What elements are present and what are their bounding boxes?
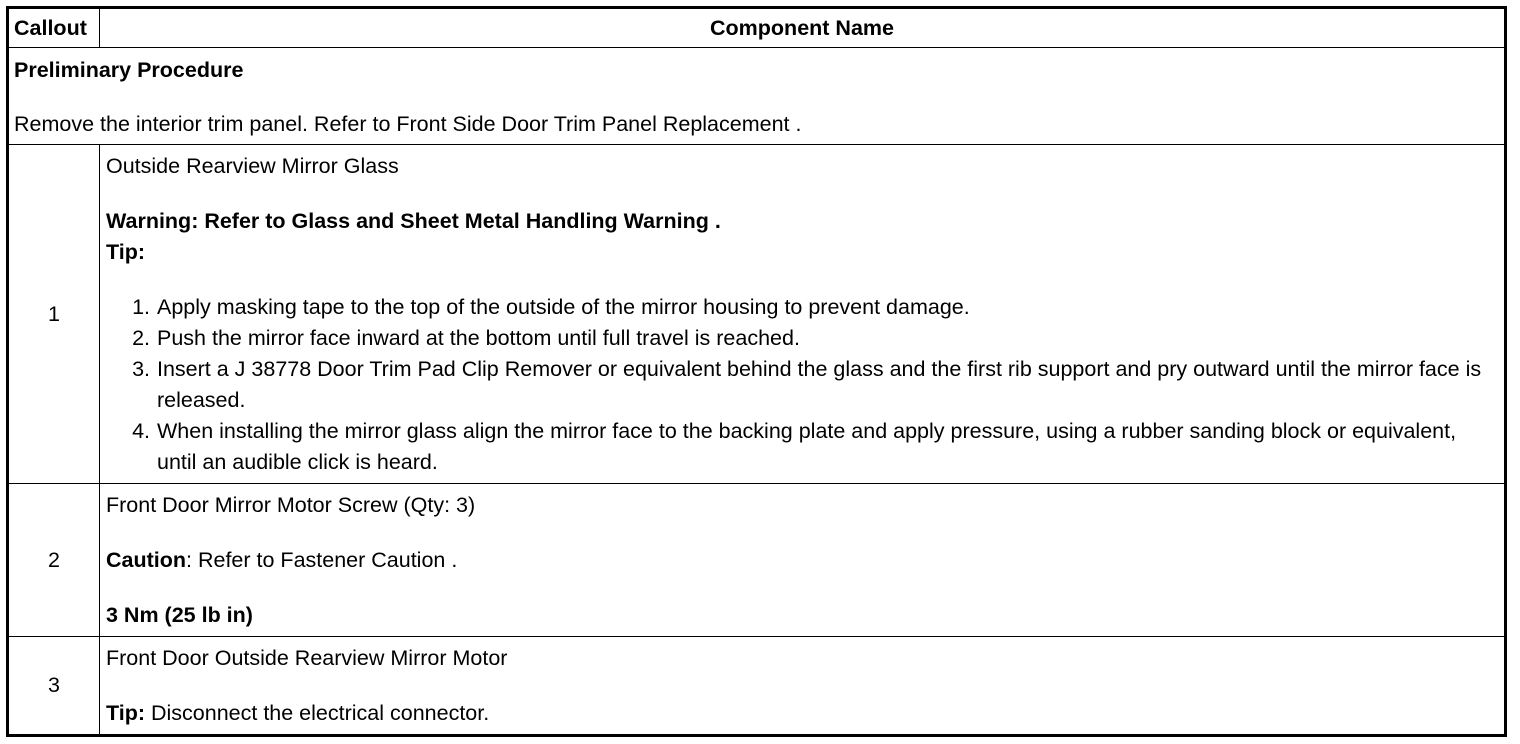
component-name: Front Door Mirror Motor Screw (Qty: 3) xyxy=(106,493,476,517)
tip-text: Disconnect the electrical connector. xyxy=(145,701,490,725)
table-row xyxy=(8,484,1506,637)
procedure-step: 4. When installing the mirror glass align the mirror face to the backing plate and apply pressure, using a rubber sanding block or equivalent, until an audible click is heard. xyxy=(156,416,1496,478)
callout-number: 3 xyxy=(8,637,100,736)
caution-label: Caution xyxy=(106,548,187,572)
caution-text: : Refer to Fastener Caution . xyxy=(186,548,458,572)
table-row xyxy=(8,145,1506,484)
header-callout: Callout xyxy=(8,8,100,48)
callout-number: 2 xyxy=(8,484,100,637)
tip-label: Tip: xyxy=(106,701,146,725)
warning-text: Warning: Refer to Glass and Sheet Metal Handling Warning . xyxy=(106,209,721,233)
preliminary-title: Preliminary Procedure xyxy=(14,58,244,82)
tip-line xyxy=(106,698,1496,729)
procedure-step: 1. Apply masking tape to the top of the outside of the mirror housing to prevent damage. xyxy=(156,292,1496,323)
header-component-name: Component Name xyxy=(100,8,1506,48)
preliminary-text: Remove the interior trim panel. Refer to Front Side Door Trim Panel Replacement . xyxy=(14,112,802,136)
torque-spec: 3 Nm (25 lb in) xyxy=(106,603,253,627)
component-cell xyxy=(100,145,1506,484)
procedure-step: 3. Insert a J 38778 Door Trim Pad Clip Remover or equivalent behind the glass and the first rib support and pry outward until the mirror face is released. xyxy=(156,354,1496,416)
table-row xyxy=(8,637,1506,736)
procedure-step: 2. Push the mirror face inward at the bottom until full travel is reached. xyxy=(156,323,1496,354)
caution-line xyxy=(106,545,1496,576)
component-table xyxy=(6,6,1507,737)
callout-number: 1 xyxy=(8,145,100,484)
preliminary-row xyxy=(8,48,1506,145)
table-header-row xyxy=(8,8,1506,48)
component-name: Front Door Outside Rearview Mirror Motor xyxy=(106,646,508,670)
component-cell xyxy=(100,484,1506,637)
preliminary-cell xyxy=(8,48,1506,145)
component-cell xyxy=(100,637,1506,736)
procedure-steps xyxy=(106,292,1496,478)
component-name: Outside Rearview Mirror Glass xyxy=(106,154,399,178)
tip-label: Tip: xyxy=(106,240,146,264)
